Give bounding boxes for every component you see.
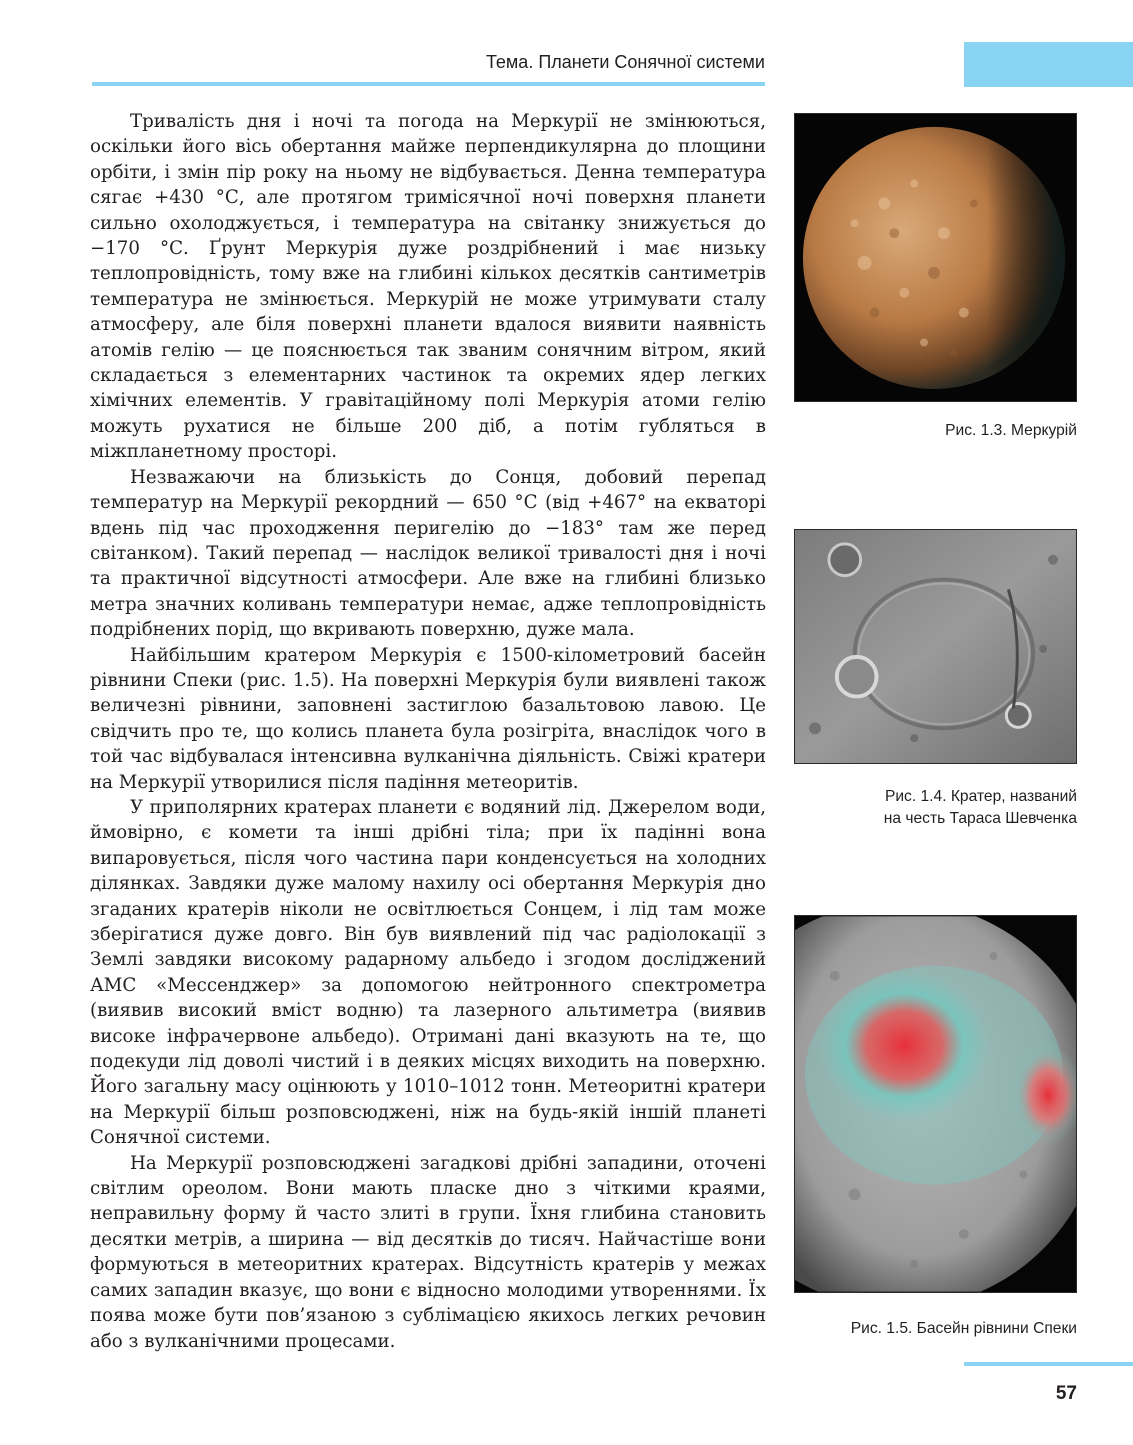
paragraph-5: На Меркурії розповсюджені загадкові дрібні западини, оточені світлим ореолом. Вони мають пласке дно з чіткими краями, неправильну форму й часто злиті в групи. Їхня глибина становить десятки метрів, а ширина — від десятків до тисяч. Найчастіше вони формуються в метеоритних кратерах. Відсутність кратерів у межах самих западин вказує, що вони є відносно молодими утвореннями. Їх поява може бути пов’язаною з сублімацією якихось легких речовин або з вулканічними процесами. bbox=[90, 1152, 766, 1352]
figure-mercury-globe bbox=[794, 113, 1077, 402]
figure-caption-1-3: Рис. 1.3. Меркурій bbox=[945, 422, 1077, 439]
paragraph-2: Незважаючи на близькість до Сонця, добовий перепад температур на Меркурії рекордний — 650 °С (від +467° на екваторі вдень під час проходження перигелію до −183° там же перед світанком). Такий перепад — наслідок великої тривалості дня і ночі та практичної відсутності атмосфери. Але вже на глибині близько метра значних коливань температури немає, адже теплопровідність подрібнених порід, що вкривають поверхню, дуже мала. bbox=[90, 466, 766, 641]
figure-caption-1-4-line2: на честь Тараса Шевченка bbox=[883, 810, 1077, 827]
page-number: 57 bbox=[1055, 1383, 1077, 1404]
header-color-tab bbox=[964, 42, 1133, 87]
figure-caption-1-4-line1: Рис. 1.4. Кратер, названий bbox=[884, 788, 1077, 805]
figure-crater-shevchenko bbox=[794, 529, 1077, 764]
caloris-basin-image bbox=[795, 916, 1076, 1292]
body-text-column bbox=[90, 109, 766, 1354]
figure-caption-1-5: Рис. 1.5. Басейн рівнини Спеки bbox=[850, 1320, 1077, 1337]
figure-caloris-basin bbox=[794, 915, 1077, 1293]
mercury-globe-image bbox=[795, 114, 1076, 401]
footer-rule bbox=[964, 1362, 1133, 1366]
header-rule bbox=[92, 82, 765, 86]
figure-caption-1-4 bbox=[777, 786, 1077, 830]
crater-image bbox=[795, 530, 1076, 763]
running-header-title: Тема. Планети Сонячної системи bbox=[485, 52, 765, 72]
paragraph-4: У приполярних кратерах планети є водяний лід. Джерелом води, ймовірно, є комети та інші дрібні тіла; при їх падінні вона випаровується, після чого частина пари конденсується на холодних ділянках. Завдяки дуже малому нахилу осі обертання Меркурія дно згаданих кратерів ніколи не освітлюється Сонцем, і лід там може зберігатися дуже довго. Він був виявлений під час радіолокації з Землі завдяки високому радарному альбедо і згодом досліджений АМС «Мессенджер» за допомогою нейтронного спектрометра (виявив високий вміст водню) та лазерного альтиметра (виявив високе інфрачервоне альбедо). Отримані дані вказують на те, що подекуди лід доволі чистий і в деяких місцях виходить на поверхню. Його загальну масу оцінюють у 1010–1012 тонн. Метеоритні кратери на Меркурії більш розповсюджені, ніж на будь-якій іншій планеті Сонячної системи. bbox=[90, 796, 766, 1149]
paragraph-1: Тривалість дня і ночі та погода на Меркурії не змінюються, оскільки його вісь обертання майже перпендикулярна до площини орбіти, і змін пір року на ньому не відбувається. Денна температура сягає +430 °С, але протягом тримісячної ночі поверхня планети сильно охолоджується, і температура на світанку знижується до −170 °С. Ґрунт Меркурія дуже роздрібнений і має низьку теплопровідність, тому вже на глибині кількох десятків сантиметрів температура не змінюється. Меркурій не може утримувати сталу атмосферу, але біля поверхні планети вдалося виявити наявність атомів гелію — це пояснюється так званим сонячним вітром, який складається з елементарних частинок та окремих ядер легких хімічних елементів. У гравітаційному полі Меркурія атоми гелію можуть рухатися не більше 200 діб, а потім губляться в міжпланетному просторі. bbox=[90, 111, 766, 463]
paragraph-3: Найбільшим кратером Меркурія є 1500-кілометровий басейн рівнини Спеки (рис. 1.5). На поверхні Меркурія були виявлені також величезні рівнини, заповнені застиглою базальтовою лавою. Це свідчить про те, що колись планета була розігріта, внаслідок чого в той час відбувалася інтенсивна вулканічна діяльність. Свіжі кратери на Меркурії утворилися після падіння метеоритів. bbox=[90, 644, 766, 793]
